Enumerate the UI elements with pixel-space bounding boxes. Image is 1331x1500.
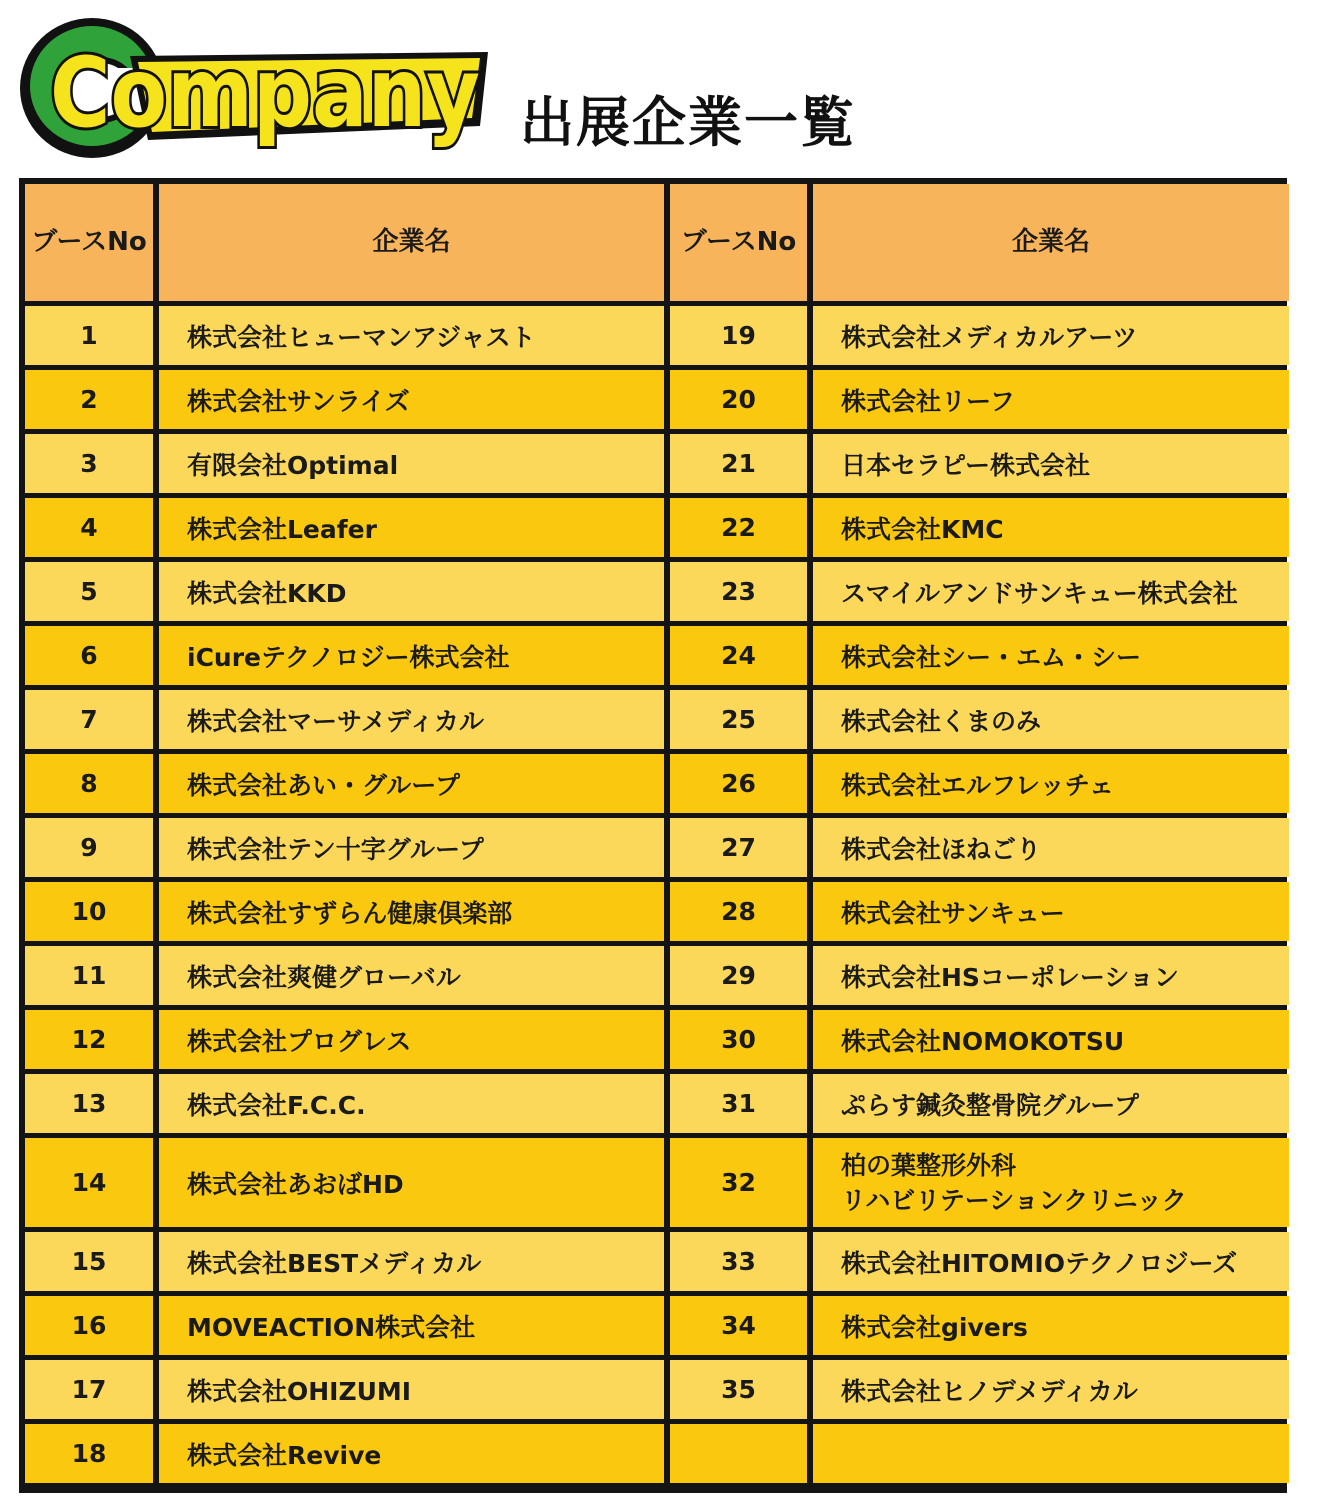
company-name-cell: 株式会社NOMOKOTSU [813,1010,1289,1069]
booth-no-cell: 14 [25,1138,153,1227]
company-name-cell: MOVEACTION株式会社 [159,1296,664,1355]
company-name-line1: 柏の葉整形外科 [841,1150,1017,1180]
company-name-cell: 株式会社テン十字グループ [159,818,664,877]
booth-no-cell: 25 [670,690,807,749]
company-name-cell: 株式会社KMC [813,498,1289,557]
company-name-cell: 株式会社メディカルアーツ [813,306,1289,365]
company-name-cell: 株式会社HSコーポレーション [813,946,1289,1005]
company-name-cell: 株式会社Leafer [159,498,664,557]
booth-no-cell: 11 [25,946,153,1005]
company-name-cell: 株式会社BESTメディカル [159,1232,664,1291]
company-name-cell: 株式会社サンライズ [159,370,664,429]
company-name-cell: 株式会社爽健グローバル [159,946,664,1005]
booth-no-cell: 5 [25,562,153,621]
booth-no-cell: 19 [670,306,807,365]
company-name-cell: 株式会社ヒノデメディカル [813,1360,1289,1419]
booth-no-cell: 2 [25,370,153,429]
company-name-cell: 有限会社Optimal [159,434,664,493]
company-logo-graphic [10,8,500,168]
company-name-cell: iCureテクノロジー株式会社 [159,626,664,685]
company-logo [10,8,500,168]
booth-no-cell: 6 [25,626,153,685]
booth-no-cell: 12 [25,1010,153,1069]
company-name-cell: 株式会社プログレス [159,1010,664,1069]
booth-no-cell: 23 [670,562,807,621]
company-name-cell: 株式会社マーサメディカル [159,690,664,749]
booth-no-cell: 10 [25,882,153,941]
booth-no-cell: 33 [670,1232,807,1291]
booth-no-cell: 15 [25,1232,153,1291]
header-booth-no-right [670,184,807,301]
company-name-cell-two-line [813,1138,1289,1227]
booth-no-cell: 13 [25,1074,153,1133]
booth-no-cell: 28 [670,882,807,941]
booth-no-cell: 7 [25,690,153,749]
booth-no-cell: 21 [670,434,807,493]
booth-no-cell: 31 [670,1074,807,1133]
booth-no-cell: 3 [25,434,153,493]
header-no-label: No [107,227,147,258]
booth-no-cell: 34 [670,1296,807,1355]
booth-no-cell: 16 [25,1296,153,1355]
company-name-cell: 株式会社あおばHD [159,1138,664,1227]
booth-no-cell: 32 [670,1138,807,1227]
company-name-cell: 株式会社シー・エム・シー [813,626,1289,685]
booth-no-cell: 35 [670,1360,807,1419]
company-name-cell: 株式会社リーフ [813,370,1289,429]
booth-no-cell: 20 [670,370,807,429]
exhibitor-table [19,178,1287,1493]
booth-no-cell: 24 [670,626,807,685]
company-name-cell: 株式会社ヒューマンアジャスト [159,306,664,365]
company-name-cell-empty [813,1424,1289,1483]
company-name-cell: 日本セラピー株式会社 [813,434,1289,493]
booth-no-cell: 26 [670,754,807,813]
booth-no-cell: 30 [670,1010,807,1069]
booth-no-cell: 1 [25,306,153,365]
booth-no-cell: 18 [25,1424,153,1483]
company-name-cell: 株式会社givers [813,1296,1289,1355]
booth-no-cell: 22 [670,498,807,557]
booth-no-cell: 4 [25,498,153,557]
company-name-cell: 株式会社サンキュー [813,882,1289,941]
header-booth-label: ブース [680,227,757,258]
company-name-cell: 株式会社あい・グループ [159,754,664,813]
booth-no-cell: 29 [670,946,807,1005]
company-name-cell: 株式会社KKD [159,562,664,621]
company-name-cell: 株式会社エルフレッチェ [813,754,1289,813]
booth-no-cell: 9 [25,818,153,877]
booth-no-cell: 8 [25,754,153,813]
company-name-cell: 株式会社ほねごり [813,818,1289,877]
company-name-cell: 株式会社HITOMIOテクノロジーズ [813,1232,1289,1291]
logo-text: Company [50,37,480,149]
company-name-cell: ぷらす鍼灸整骨院グループ [813,1074,1289,1133]
company-name-cell: 株式会社Revive [159,1424,664,1483]
booth-no-cell: 27 [670,818,807,877]
company-name-cell: 株式会社OHIZUMI [159,1360,664,1419]
company-name-cell: 株式会社くまのみ [813,690,1289,749]
header-booth-no-left [25,184,153,301]
header-company-left: 企業名 [159,184,664,301]
company-name-line2: リハビリテーションクリニック [841,1185,1187,1215]
header-company-right: 企業名 [813,184,1289,301]
page-title: 出展企業一覧 [520,91,856,154]
company-name-cell: 株式会社すずらん健康倶楽部 [159,882,664,941]
booth-no-cell-empty [670,1424,807,1483]
booth-no-cell: 17 [25,1360,153,1419]
header-booth-label: ブース [31,227,108,258]
company-name-cell: 株式会社F.C.C. [159,1074,664,1133]
company-name-cell: スマイルアンドサンキュー株式会社 [813,562,1289,621]
header-no-label: No [756,227,797,258]
